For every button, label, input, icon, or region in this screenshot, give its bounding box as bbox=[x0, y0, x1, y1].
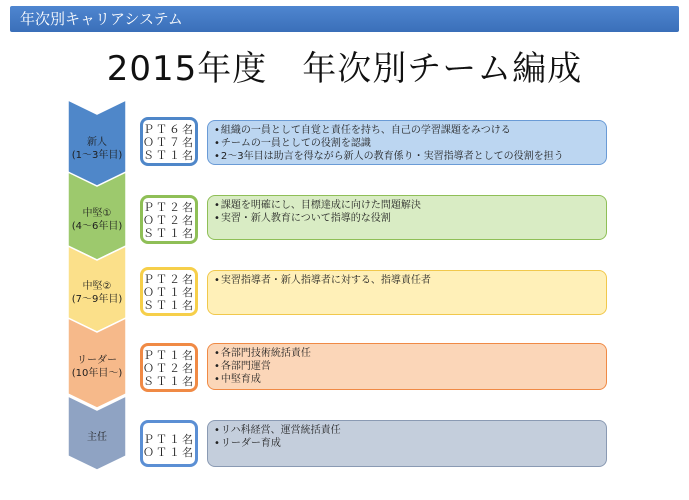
role-description-item: • 実習・新人教育について指導的な役割 bbox=[214, 212, 600, 225]
role-description-item: • 組織の一員として自覚と責任を持ち、自己の学習課題をみつける bbox=[214, 124, 600, 137]
staff-count: ＳＴ１名 bbox=[143, 299, 195, 312]
stage-label-line: 主任 bbox=[87, 431, 107, 443]
staff-count: ＰＴ１名 bbox=[143, 433, 195, 446]
stage-label-2 bbox=[68, 207, 126, 233]
stage-label-line: 中堅② bbox=[82, 281, 112, 292]
role-description-item: • 中堅育成 bbox=[214, 373, 600, 386]
stage-label-5 bbox=[68, 431, 126, 444]
role-description-item: • チームの一員としての役割を認識 bbox=[214, 137, 600, 150]
header-title: 年次別キャリアシステム bbox=[20, 10, 183, 28]
staff-count: ＰＴ１名 bbox=[143, 349, 195, 362]
role-description-box-4 bbox=[207, 343, 607, 390]
role-description-item: • 各部門技術統括責任 bbox=[214, 347, 600, 360]
role-description-box-3 bbox=[207, 270, 607, 315]
staff-count: ＰＴ２名 bbox=[143, 201, 195, 214]
staff-count-box-2 bbox=[140, 195, 198, 244]
page-title: 2015年度 年次別チーム編成 bbox=[106, 49, 583, 89]
role-description-box-2 bbox=[207, 195, 607, 240]
staff-count: ＯＴ１名 bbox=[143, 286, 195, 299]
stage-label-line: (10年目～) bbox=[71, 368, 123, 379]
role-description-box-1 bbox=[207, 120, 607, 165]
stage-label-line: (1～3年目) bbox=[71, 150, 123, 161]
stage-label-line: リーダー bbox=[77, 355, 117, 366]
role-description-item: • 課題を明確にし、目標達成に向けた問題解決 bbox=[214, 199, 600, 212]
stage-label-line: 中堅① bbox=[82, 208, 112, 219]
staff-count-box-1 bbox=[140, 117, 198, 166]
stage-label-line: 新人 bbox=[87, 137, 107, 148]
stage-label-line: (7～9年目) bbox=[71, 294, 123, 305]
staff-count-box-5 bbox=[140, 420, 198, 467]
staff-count-box-4 bbox=[140, 343, 198, 392]
role-description-box-5 bbox=[207, 420, 607, 467]
role-description-item: • 実習指導者・新人指導者に対する、指導責任者 bbox=[214, 274, 600, 287]
staff-count: ＳＴ１名 bbox=[143, 375, 195, 388]
role-description-item: • リーダー育成 bbox=[214, 437, 600, 450]
role-description-item: • 各部門運営 bbox=[214, 360, 600, 373]
staff-count: ＯＴ１名 bbox=[143, 446, 195, 459]
role-description-item: • 2～3年目は助言を得ながら新人の教育係り・実習指導者としての役割を担う bbox=[214, 150, 600, 163]
staff-count: ＳＴ１名 bbox=[143, 149, 195, 162]
staff-count: ＯＴ２名 bbox=[143, 362, 195, 375]
staff-count: ＯＴ７名 bbox=[143, 136, 195, 149]
stage-label-4 bbox=[68, 354, 126, 380]
staff-count: ＰＴ６名 bbox=[143, 123, 195, 136]
stage-label-1 bbox=[68, 136, 126, 162]
staff-count: ＯＴ２名 bbox=[143, 214, 195, 227]
staff-count: ＳＴ１名 bbox=[143, 227, 195, 240]
staff-count: ＰＴ２名 bbox=[143, 273, 195, 286]
role-description-item: • リハ科経営、運営統括責任 bbox=[214, 424, 600, 437]
staff-count-box-3 bbox=[140, 267, 198, 316]
stage-label-3 bbox=[68, 280, 126, 306]
stage-label-line: (4～6年目) bbox=[71, 221, 123, 232]
